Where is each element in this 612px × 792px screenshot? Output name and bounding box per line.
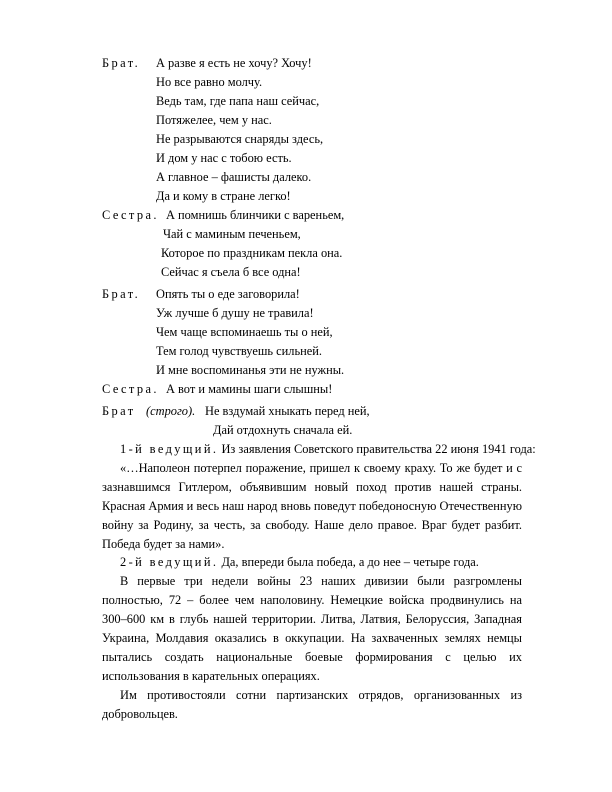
speaker-brother: Брат. (102, 287, 141, 301)
verse-line: А вот и мамины шаги слышны! (166, 382, 333, 396)
presenter-line (120, 553, 479, 572)
verse-line: Сейчас я съела б все одна! (161, 265, 301, 279)
verse-line: Потяжелее, чем у нас. (156, 113, 272, 127)
presenter-line (120, 440, 536, 459)
verse-line: Дай отдохнуть сначала ей. (213, 423, 353, 437)
verse-line: И мне воспоминанья эти не нужны. (156, 363, 345, 377)
verse-line: Которое по праздникам пекла она. (161, 246, 343, 260)
stage-remark: (строго). (146, 404, 196, 418)
presenter-text: Из заявления Советского правительства 22 июня 1941 года: (221, 442, 536, 456)
speaker-sister: Сестра. (102, 382, 159, 396)
speaker-presenter-2: 2-й ведущий. (120, 555, 219, 569)
verse-line: А помнишь блинчики с вареньем, (166, 208, 345, 222)
partisans-paragraph (102, 686, 522, 726)
history-text: В первые три недели войны 23 наших дивизии были разгромлены полностью, 72 – более чем наполовину. Немецкие войска продвинулись на 300–600 км в глубь нашей территории. Литва, Латвия, Белоруссия, Западная Украина, Молдавия оказались в оккупации. На захваченных землях немцы пытались создать национальные боевые формирования с целью их использования в карательных операциях. (102, 574, 522, 683)
verse-line: А главное – фашисты далеко. (156, 170, 312, 184)
verse-line: А разве я есть не хочу? Хочу! (156, 56, 312, 70)
speaker-sister: Сестра. (102, 208, 159, 222)
verse-line: Чем чаще вспоминаешь ты о ней, (156, 325, 333, 339)
verse-line: Чай с маминым печеньем, (163, 227, 301, 241)
partisans-text: Им противостояли сотни партизанских отрядов, организованных из добровольцев. (102, 688, 522, 721)
presenter-text: Да, впереди была победа, а до нее – четыре года. (221, 555, 479, 569)
history-paragraph (102, 572, 522, 692)
verse-line: Ведь там, где папа наш сейчас, (156, 94, 320, 108)
verse-line: Опять ты о еде заговорила! (156, 287, 300, 301)
verse-line: Тем голод чувствуешь сильней. (156, 344, 322, 358)
verse-line: Да и кому в стране легко! (156, 189, 291, 203)
verse-line: Не разрываются снаряды здесь, (156, 132, 324, 146)
speaker-brother: Брат (102, 404, 136, 418)
verse-line: Но все равно молчу. (156, 75, 263, 89)
verse-line: Не вздумай хныкать перед ней, (205, 404, 370, 418)
verse-line: Уж лучше б душу не травила! (156, 306, 314, 320)
quote-paragraph (102, 459, 522, 551)
verse-line: И дом у нас с тобою есть. (156, 151, 292, 165)
speaker-presenter-1: 1-й ведущий. (120, 442, 219, 456)
speaker-brother: Брат. (102, 56, 141, 70)
quote-text: «…Наполеон потерпел поражение, пришел к своему краху. То же будет и с зазнавшимся Гитлером, объявившим новый поход против нашей страны. Красная Армия и весь наш народ вновь поведут победоносную Отечественную войну за Родину, за честь, за свободу. Наше дело правое. Враг будет разбит. Победа будет за нами». (102, 461, 522, 551)
